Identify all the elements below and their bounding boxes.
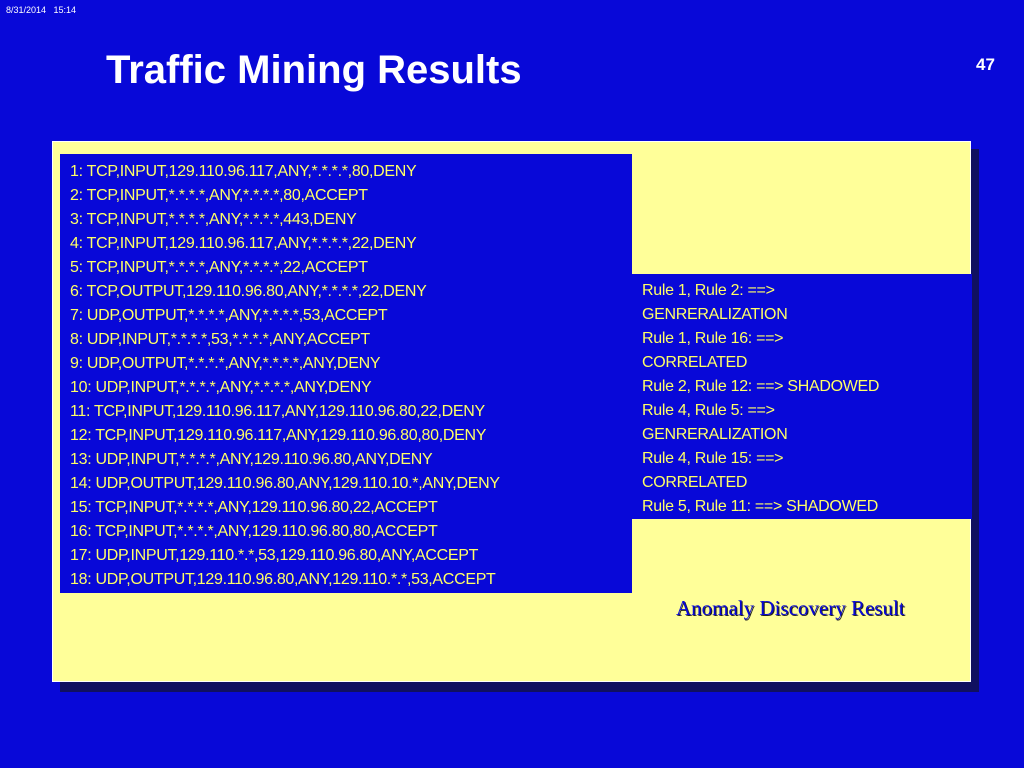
rule-line: 18: UDP,OUTPUT,129.110.96.80,ANY,129.110.*.*,53,ACCEPT (70, 571, 496, 588)
anomaly-line: GENRERALIZATION (642, 306, 788, 323)
rule-line: 16: TCP,INPUT,*.*.*.*,ANY,129.110.96.80,80,ACCEPT (70, 523, 438, 540)
rule-line: 1: TCP,INPUT,129.110.96.117,ANY,*.*.*.*,80,DENY (70, 163, 417, 180)
anomaly-line: Rule 2, Rule 12: ==> SHADOWED (642, 378, 880, 395)
rule-line: 14: UDP,OUTPUT,129.110.96.80,ANY,129.110.10.*,ANY,DENY (70, 475, 500, 492)
anomaly-line: CORRELATED (642, 354, 748, 371)
anomaly-line: CORRELATED (642, 474, 748, 491)
anomaly-line: Rule 1, Rule 2: ==> (642, 282, 775, 299)
rule-line: 5: TCP,INPUT,*.*.*.*,ANY,*.*.*.*,22,ACCEPT (70, 259, 368, 276)
anomaly-line: Rule 4, Rule 5: ==> (642, 402, 775, 419)
rule-line: 8: UDP,INPUT,*.*.*.*,53,*.*.*.*,ANY,ACCEPT (70, 331, 370, 348)
anomaly-line: Rule 5, Rule 11: ==> SHADOWED (642, 498, 878, 515)
rule-line: 4: TCP,INPUT,129.110.96.117,ANY,*.*.*.*,22,DENY (70, 235, 417, 252)
anomaly-line: GENRERALIZATION (642, 426, 788, 443)
page-number: 47 (976, 55, 995, 74)
datestamp: 8/31/2014 15:14 (6, 5, 77, 15)
rule-line: 6: TCP,OUTPUT,129.110.96.80,ANY,*.*.*.*,22,DENY (70, 283, 427, 300)
anomaly-results-box (632, 274, 972, 519)
rule-line: 17: UDP,INPUT,129.110.*.*,53,129.110.96.80,ANY,ACCEPT (70, 547, 479, 564)
rule-line: 12: TCP,INPUT,129.110.96.117,ANY,129.110.96.80,80,DENY (70, 427, 487, 444)
firewall-rules-box (60, 154, 632, 593)
rule-line: 11: TCP,INPUT,129.110.96.117,ANY,129.110.96.80,22,DENY (70, 403, 485, 420)
rule-line: 13: UDP,INPUT,*.*.*.*,ANY,129.110.96.80,ANY,DENY (70, 451, 433, 468)
rule-line: 2: TCP,INPUT,*.*.*.*,ANY,*.*.*.*,80,ACCEPT (70, 187, 368, 204)
anomaly-line: Rule 4, Rule 15: ==> (642, 450, 784, 467)
rule-line: 10: UDP,INPUT,*.*.*.*,ANY,*.*.*.*,ANY,DENY (70, 379, 372, 396)
rule-line: 7: UDP,OUTPUT,*.*.*.*,ANY,*.*.*.*,53,ACCEPT (70, 307, 388, 324)
rule-line: 9: UDP,OUTPUT,*.*.*.*,ANY,*.*.*.*,ANY,DENY (70, 355, 381, 372)
anomaly-line: Rule 1, Rule 16: ==> (642, 330, 784, 347)
rule-line: 15: TCP,INPUT,*.*.*.*,ANY,129.110.96.80,22,ACCEPT (70, 499, 438, 516)
anomaly-caption: Anomaly Discovery Result (676, 596, 905, 620)
rule-line: 3: TCP,INPUT,*.*.*.*,ANY,*.*.*.*,443,DENY (70, 211, 357, 228)
slide-title: Traffic Mining Results (106, 48, 522, 92)
